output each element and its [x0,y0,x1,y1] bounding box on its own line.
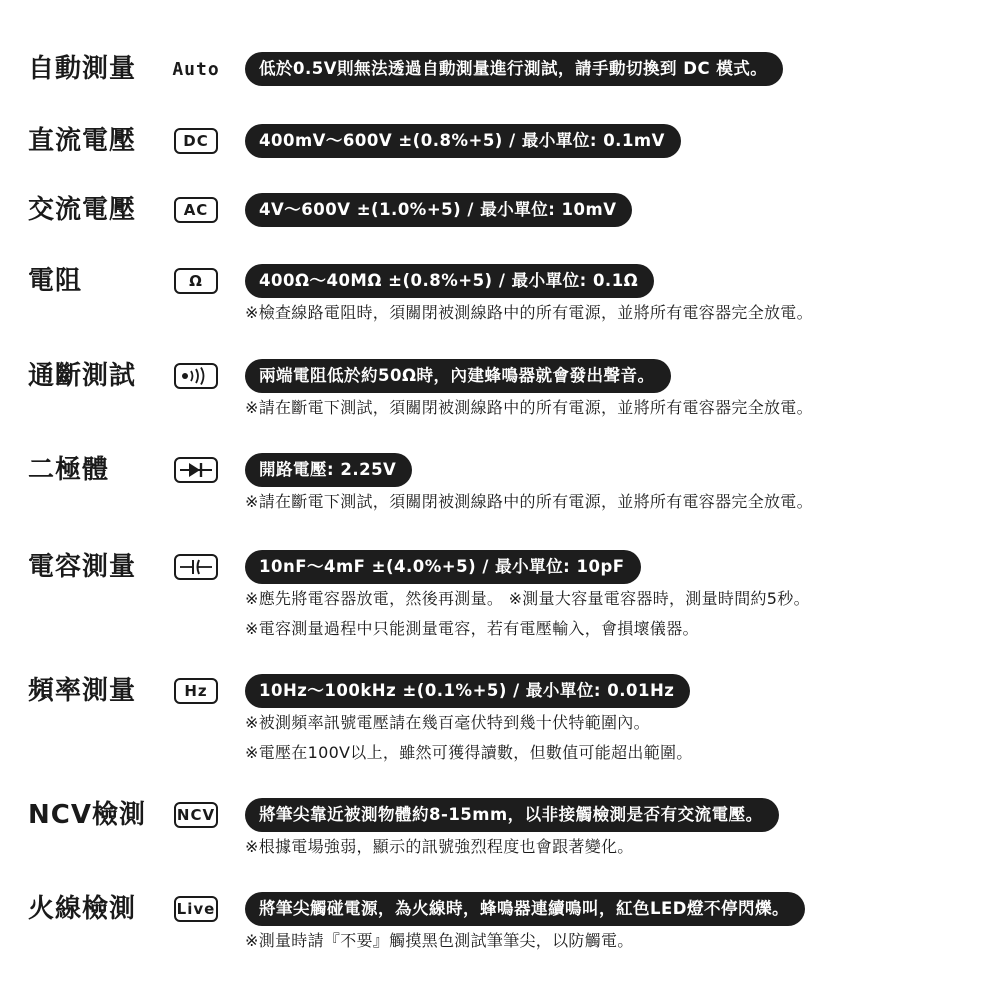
row-live-wire [0,892,1000,972]
live-icon: Live [174,896,218,922]
capacitor-icon [174,554,218,580]
dc-icon: DC [174,128,218,154]
continuity-beeper-icon [174,363,218,389]
diode-icon [174,457,218,483]
row-title: 自動測量 [28,54,137,84]
row-title: 直流電壓 [28,126,137,156]
spec-pill: 兩端電阻低於約50Ω時，內建蜂鳴器就會發出聲音。 [245,359,671,393]
note-line: ※被測頻率訊號電壓請在幾百毫伏特到幾十伏特範圍內。 [245,713,650,732]
row-title: NCV檢測 [28,800,146,830]
note-line: ※請在斷電下測試，須關閉被測線路中的所有電源，並將所有電容器完全放電。 [245,398,813,417]
spec-pill: 400mV～600V ±(0.8%+5) / 最小單位: 0.1mV [245,124,681,158]
row-title: 火線檢測 [28,894,137,924]
note-line: ※電容測量過程中只能測量電容，若有電壓輸入，會損壞儀器。 [245,619,699,638]
spec-pill: 10nF～4mF ±(4.0%+5) / 最小單位: 10pF [245,550,641,584]
row-title: 二極體 [28,455,110,485]
note-line: ※請在斷電下測試，須關閉被測線路中的所有電源，並將所有電容器完全放電。 [245,492,813,511]
row-title: 交流電壓 [28,195,137,225]
spec-pill: 400Ω～40MΩ ±(0.8%+5) / 最小單位: 0.1Ω [245,264,654,298]
note-line: ※檢查線路電阻時，須關閉被測線路中的所有電源，並將所有電容器完全放電。 [245,303,813,322]
note-line: ※根據電場強弱，顯示的訊號強烈程度也會跟著變化。 [245,837,634,856]
row-title: 電容測量 [28,552,137,582]
note-line: ※測量時請『不要』觸摸黑色測試筆筆尖，以防觸電。 [245,931,634,950]
row-auto-measure [0,52,1000,132]
row-diode [0,453,1000,533]
note-line: ※應先將電容器放電，然後再測量。 ※測量大容量電容器時，測量時間約5秒。 [245,589,810,608]
row-dc-voltage [0,124,1000,204]
hz-icon: Hz [174,678,218,704]
row-continuity [0,359,1000,439]
row-frequency [0,674,1000,762]
row-title: 頻率測量 [28,676,137,706]
spec-pill: 將筆尖觸碰電源，為火線時，蜂鳴器連續鳴叫，紅色LED燈不停閃爍。 [245,892,805,926]
spec-pill: 4V～600V ±(1.0%+5) / 最小單位: 10mV [245,193,632,227]
row-ac-voltage [0,193,1000,273]
row-ncv [0,798,1000,878]
spec-pill: 10Hz～100kHz ±(0.1%+5) / 最小單位: 0.01Hz [245,674,690,708]
row-title: 電阻 [28,266,83,296]
spec-pill: 低於0.5V則無法透過自動測量進行測試，請手動切換到 DC 模式。 [245,52,783,86]
note-line: ※電壓在100V以上，雖然可獲得讀數，但數值可能超出範圍。 [245,743,693,762]
row-capacitance [0,550,1000,638]
ohm-icon: Ω [174,268,218,294]
row-resistance [0,264,1000,344]
spec-pill: 開路電壓: 2.25V [245,453,412,487]
ncv-icon: NCV [174,802,218,828]
row-title: 通斷測試 [28,361,137,391]
ac-icon: AC [174,197,218,223]
auto-text-icon: Auto [172,58,220,80]
spec-pill: 將筆尖靠近被測物體約8-15mm，以非接觸檢測是否有交流電壓。 [245,798,779,832]
